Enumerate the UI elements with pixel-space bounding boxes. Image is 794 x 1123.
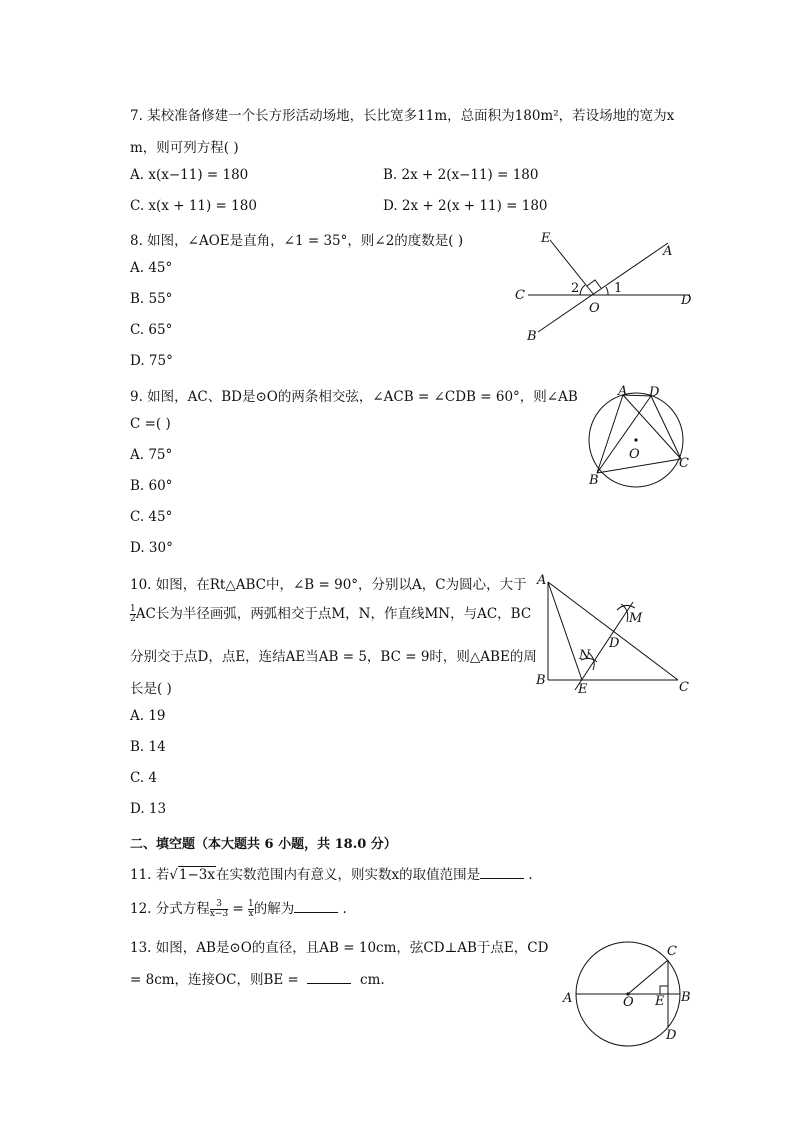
q9-line2: C =( ) (130, 416, 171, 432)
q8-label-a: A (663, 244, 673, 259)
q12-line: 12. 分式方程 $\frac{3}{x-3}$ = $\frac{1}{x}$ 的解为 . (130, 899, 347, 919)
q7-option-a: A. x(x−11) = 180 (130, 167, 249, 183)
q9-label-a: A (618, 384, 628, 399)
q11-answer-blank[interactable] (480, 866, 524, 879)
q10-line4: 长是( ) (130, 681, 172, 697)
q9-label-c: C (679, 456, 689, 471)
q10-half-fraction: $\frac{1}{2}$ (130, 604, 136, 624)
q9-option-b: B. 60° (130, 478, 173, 494)
q13-line1: 13. 如图，AB是⊙O的直径，且AB = 10cm，弦CD⊥AB于点E，CD (130, 940, 549, 956)
q8-label-2: 2 (571, 281, 580, 296)
q7-line2: m，则可列方程( ) (130, 140, 239, 156)
q13-answer-blank[interactable] (307, 971, 351, 984)
q10-label-a: A (537, 573, 547, 588)
q9-label-o: O (629, 447, 640, 462)
q8-label-o: O (589, 301, 600, 316)
q12-answer-blank[interactable] (294, 900, 338, 913)
q8-option-a: A. 45° (130, 260, 173, 276)
q9-label-d: D (649, 385, 660, 400)
q10-label-e: E (578, 682, 588, 697)
q8-label-b: B (527, 329, 537, 344)
q10-label-b: B (536, 673, 546, 688)
q10-option-a: A. 19 (130, 708, 166, 724)
q12-fraction-left: $\frac{3}{x-3}$ (209, 899, 229, 919)
q11-line: 11. 若√1−3x在实数范围内有意义，则实数x的取值范围是 . (130, 867, 533, 883)
q10-label-n: N (579, 648, 591, 663)
q9-option-d: D. 30° (130, 540, 173, 556)
q10-line3: 分别交于点D，点E，连结AE当AB = 5，BC = 9时，则△ABE的周 (130, 649, 537, 665)
q10-line1: 10. 如图，在Rt△ABC中，∠B = 90°，分别以A，C为圆心，大于 (130, 577, 527, 593)
q7-option-c: C. x(x + 11) = 180 (130, 198, 257, 214)
q9-label-b: B (589, 473, 599, 488)
q9-option-c: C. 45° (130, 509, 173, 525)
q13-label-d: D (666, 1028, 677, 1043)
q7-option-d: D. 2x + 2(x + 11) = 180 (383, 198, 548, 214)
section-title-fill-in: 二、填空题（本大题共 6 小题，共 18.0 分） (130, 837, 397, 852)
q10-label-c: C (679, 680, 689, 695)
q9-circle-figure (585, 383, 695, 493)
q13-label-b: B (681, 990, 691, 1005)
q10-triangle-figure (535, 572, 695, 697)
q13-label-a: A (563, 991, 573, 1006)
q7-line1: 7. 某校准备修建一个长方形活动场地，长比宽多11m，总面积为180m²，若设场地的宽为x (130, 108, 675, 124)
q10-option-c: C. 4 (130, 770, 158, 786)
q12-fraction-right: $\frac{1}{x}$ (248, 899, 254, 919)
q8-option-d: D. 75° (130, 353, 173, 369)
q8-angle-figure (510, 225, 700, 350)
q10-label-d: D (609, 636, 620, 651)
q8-label-d: D (681, 293, 692, 308)
q13-label-e: E (655, 994, 665, 1009)
q8-option-b: B. 55° (130, 291, 173, 307)
q8-line1: 8. 如图，∠AOE是直角，∠1 = 35°，则∠2的度数是( ) (130, 233, 464, 249)
q8-label-1: 1 (614, 281, 623, 296)
q7-option-b: B. 2x + 2(x−11) = 180 (383, 167, 539, 183)
q13-label-c: C (667, 944, 677, 959)
q9-line1: 9. 如图，AC、BD是⊙O的两条相交弦，∠ACB = ∠CDB = 60°，则∠AB (130, 389, 578, 405)
q8-option-c: C. 65° (130, 322, 173, 338)
q10-option-b: B. 14 (130, 739, 166, 755)
q9-option-a: A. 75° (130, 447, 173, 463)
q13-circle-figure (560, 938, 700, 1050)
q10-option-d: D. 13 (130, 801, 167, 817)
q13-line2: = 8cm，连接OC，则BE = cm. (130, 972, 385, 988)
q13-label-o: O (623, 995, 634, 1010)
q10-label-m: M (629, 611, 643, 626)
q11-radical: 1−3x (178, 867, 215, 883)
q10-line2: $\frac{1}{2}$ AC长为半径画弧，两弧相交于点M，N，作直线MN，与AC，BC (130, 604, 532, 624)
q8-label-c: C (515, 288, 525, 303)
q8-label-e: E (541, 231, 551, 246)
